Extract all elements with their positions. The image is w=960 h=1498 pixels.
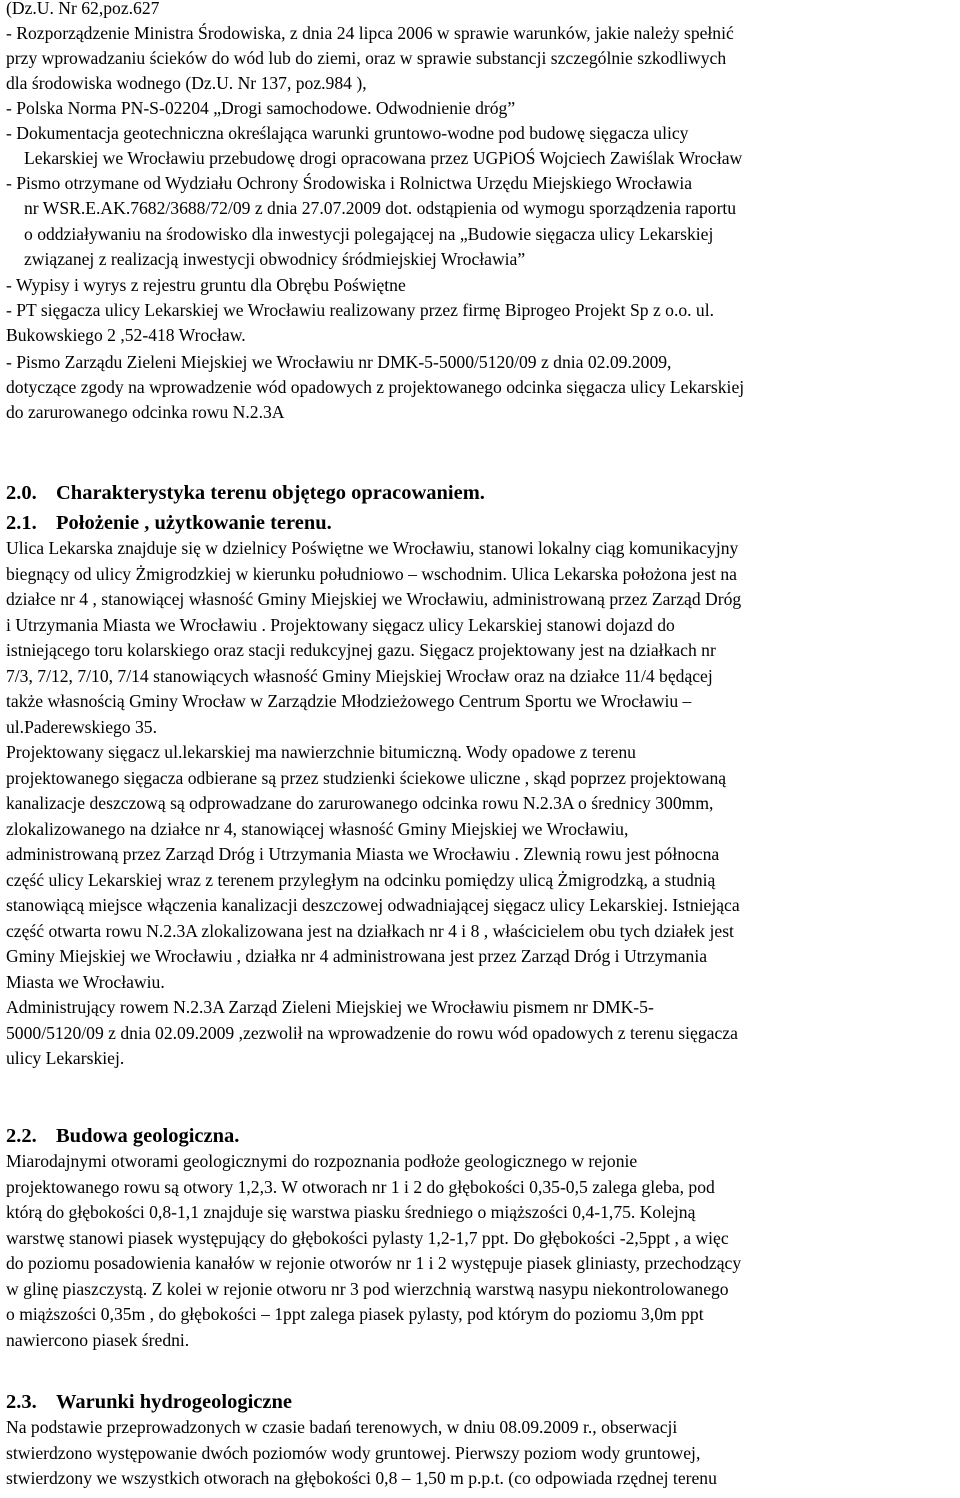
reference-line: związanej z realizacją inwestycji obwodnicy śródmiejskiej Wrocławia” bbox=[24, 249, 526, 269]
section-number: 2.0. bbox=[6, 482, 37, 504]
paragraph-line: Administrujący rowem N.2.3A Zarząd Zieleni Miejskiej we Wrocławiu pismem nr DMK-5- bbox=[6, 997, 654, 1017]
reference-line: nr WSR.E.AK.7682/3688/72/09 z dnia 27.07.2009 dot. odstąpienia od wymogu sporządzenia raportu bbox=[24, 198, 737, 218]
paragraph-line: część ulicy Lekarskiej wraz z terenem przyległym na odcinku pomiędzy ulicą Żmigrodzką, a studnią bbox=[6, 870, 716, 890]
paragraph-line: projektowanego rowu są otwory 1,2,3. W otworach nr 1 i 2 do głębokości 0,35-0,5 zalega gleba, pod bbox=[6, 1177, 715, 1197]
paragraph-line: Ulica Lekarska znajduje się w dzielnicy Poświętne we Wrocławiu, stanowi lokalny ciąg komunikacyjny bbox=[6, 538, 739, 558]
reference-line: - Wypisy i wyrys z rejestru gruntu dla Obrębu Poświętne bbox=[6, 275, 406, 295]
reference-line: - Polska Norma PN-S-02204 „Drogi samochodowe. Odwodnienie dróg” bbox=[6, 98, 516, 118]
reference-line: (Dz.U. Nr 62,poz.627 bbox=[6, 0, 160, 18]
reference-line: dla środowiska wodnego (Dz.U. Nr 137, poz.984 ), bbox=[6, 73, 367, 93]
reference-line: - Pismo Zarządu Zieleni Miejskiej we Wrocławiu nr DMK-5-5000/5120/09 z dnia 02.09.2009, bbox=[6, 352, 672, 372]
paragraph-line: administrowaną przez Zarząd Dróg i Utrzymania Miasta we Wrocławiu . Zlewnią rowu jest północna bbox=[6, 844, 720, 864]
paragraph-line: zlokalizowanego na działce nr 4, stanowiącej własność Gminy Miejskiej we Wrocławiu, bbox=[6, 819, 629, 839]
paragraph-line: także własnością Gminy Wrocław w Zarządzie Młodzieżowego Centrum Sportu we Wrocławiu – bbox=[6, 691, 692, 711]
section-heading-2-1 bbox=[6, 510, 332, 536]
paragraph-line: Na podstawie przeprowadzonych w czasie badań terenowych, w dniu 08.09.2009 r., obserwacji bbox=[6, 1417, 678, 1437]
paragraph-line: o miąższości 0,35m , do głębokości – 1ppt zalega piasek pylasty, pod którym do poziomu 3,0m ppt bbox=[6, 1304, 704, 1324]
paragraph-line: część otwarta rowu N.2.3A zlokalizowana jest na działkach nr 4 i 8 , właścicielem obu tych działek jest bbox=[6, 921, 734, 941]
reference-line: - Pismo otrzymane od Wydziału Ochrony Środowiska i Rolnictwa Urzędu Miejskiego Wrocławia bbox=[6, 173, 693, 193]
section-title: Budowa geologiczna. bbox=[56, 1125, 240, 1147]
paragraph-line: biegnący od ulicy Żmigrodzkiej w kierunku południowo – wschodnim. Ulica Lekarska położona jest na bbox=[6, 564, 737, 584]
section-title: Charakterystyka terenu objętego opracowaniem. bbox=[56, 482, 485, 504]
paragraph-line: ulicy Lekarskiej. bbox=[6, 1048, 125, 1068]
paragraph-line: stanowiącą miejsce włączenia kanalizacji deszczowej odwadniającej sięgacz ulicy Lekarskiej. Istniejąca bbox=[6, 895, 740, 915]
section-heading-2-2 bbox=[6, 1123, 239, 1149]
paragraph-line: stwierdzono występowanie dwóch poziomów wody gruntowej. Pierwszy poziom wody gruntowej, bbox=[6, 1443, 701, 1463]
reference-line: - Rozporządzenie Ministra Środowiska, z dnia 24 lipca 2006 w sprawie warunków, jakie należy spełnić bbox=[6, 23, 734, 43]
paragraph-line: Gminy Miejskiej we Wrocławiu , działka nr 4 administrowana jest przez Zarząd Dróg i Utrzymania bbox=[6, 946, 708, 966]
reference-line: - Dokumentacja geotechniczna określająca warunki gruntowo-wodne pod budowę sięgacza ulicy bbox=[6, 123, 689, 143]
paragraph-line: Miarodajnymi otworami geologicznymi do rozpoznania podłoże geologicznego w rejonie bbox=[6, 1151, 638, 1171]
reference-line: o oddziaływaniu na środowisko dla inwestycji polegającej na „Budowie sięgacza ulicy Lekarskiej bbox=[24, 224, 714, 244]
paragraph-line: w glinę piaszczystą. Z kolei w rejonie otworu nr 3 pod wierzchnią warstwą nasypu niekontrolowanego bbox=[6, 1279, 729, 1299]
reference-line: przy wprowadzaniu ścieków do wód lub do ziemi, oraz w sprawie substancji szczególnie szkodliwych bbox=[6, 48, 727, 68]
paragraph-line: nawiercono piasek średni. bbox=[6, 1330, 190, 1350]
paragraph-line: kanalizacje deszczową są odprowadzane do zarurowanego odcinka rowu N.2.3A o średnicy 300mm, bbox=[6, 793, 714, 813]
paragraph-line: 7/3, 7/12, 7/10, 7/14 stanowiących własność Gminy Miejskiej Wrocław oraz na działce 11/4 będącej bbox=[6, 666, 713, 686]
paragraph-line: Projektowany sięgacz ul.lekarskiej ma nawierzchnie bitumiczną. Wody opadowe z terenu bbox=[6, 742, 636, 762]
paragraph-line: działce nr 4 , stanowiącej własność Gminy Miejskiej we Wrocławiu, administrowaną przez Zarząd Dróg bbox=[6, 589, 742, 609]
paragraph-line: 5000/5120/09 z dnia 02.09.2009 ,zezwolił na wprowadzenie do rowu wód opadowych z terenu sięgacza bbox=[6, 1023, 738, 1043]
section-number: 2.3. bbox=[6, 1391, 37, 1413]
section-title: Położenie , użytkowanie terenu. bbox=[56, 512, 332, 534]
reference-line: do zarurowanego odcinka rowu N.2.3A bbox=[6, 402, 285, 422]
reference-line: Lekarskiej we Wrocławiu przebudowę drogi opracowana przez UGPiOŚ Wojciech Zawiślak Wrocław bbox=[24, 148, 743, 168]
paragraph-line: projektowanego sięgacza odbierane są przez studzienki ściekowe uliczne , skąd poprzez projektowaną bbox=[6, 768, 727, 788]
reference-line: Bukowskiego 2 ,52-418 Wrocław. bbox=[6, 325, 246, 345]
paragraph-line: ul.Paderewskiego 35. bbox=[6, 717, 157, 737]
paragraph-line: stwierdzony we wszystkich otworach na głębokości 0,8 – 1,50 m p.p.t. (co odpowiada rzędnej terenu bbox=[6, 1468, 717, 1488]
paragraph-line: istniejącego toru kolarskiego oraz stacji redukcyjnej gazu. Sięgacz projektowany jest na działkach nr bbox=[6, 640, 716, 660]
section-number: 2.2. bbox=[6, 1125, 37, 1147]
paragraph-line: Miasta we Wrocławiu. bbox=[6, 972, 165, 992]
paragraph-line: warstwę stanowi piasek występujący do głębokości pylasty 1,2-1,7 ppt. Do głębokości -2,5ppt , a więc bbox=[6, 1228, 729, 1248]
reference-line: dotyczące zgody na wprowadzenie wód opadowych z projektowanego odcinka sięgacza ulicy Lekarskiej bbox=[6, 377, 745, 397]
section-heading-2-0 bbox=[6, 480, 485, 506]
paragraph-line: i Utrzymania Miasta we Wrocławiu . Projektowany sięgacz ulicy Lekarskiej stanowi dojazd do bbox=[6, 615, 675, 635]
section-title: Warunki hydrogeologiczne bbox=[56, 1391, 292, 1413]
paragraph-line: do poziomu posadowienia kanałów w rejonie otworów nr 1 i 2 występuje piasek gliniasty, przechodzący bbox=[6, 1253, 742, 1273]
reference-line: - PT sięgacza ulicy Lekarskiej we Wrocławiu realizowany przez firmę Biprogeo Projekt Sp z o.o. ul. bbox=[6, 300, 715, 320]
paragraph-line: którą do głębokości 0,8-1,1 znajduje się warstwa piasku średniego o miąższości 0,4-1,75. Kolejną bbox=[6, 1202, 696, 1222]
section-number: 2.1. bbox=[6, 512, 37, 534]
section-heading-2-3 bbox=[6, 1389, 292, 1415]
